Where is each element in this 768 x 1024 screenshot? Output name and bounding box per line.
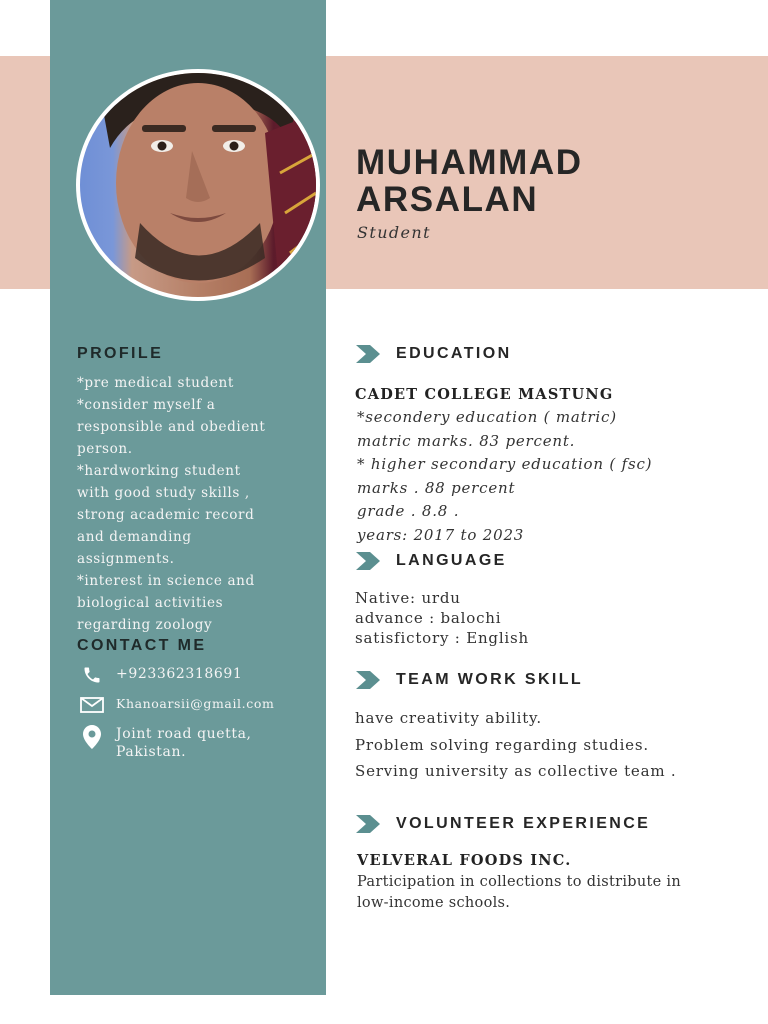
education-line: grade . 8.8 .: [357, 502, 460, 521]
phone-number: +923362318691: [116, 666, 243, 682]
address-text: [116, 725, 252, 761]
chevron-right-icon: [356, 552, 382, 570]
profile-line: responsible and obedient: [77, 419, 266, 435]
education-line: * higher secondary education ( fsc): [357, 455, 653, 474]
profile-line: and demanding: [77, 529, 192, 545]
profile-line: *interest in science and: [77, 573, 255, 589]
profile-line: with good study skills ,: [77, 485, 250, 501]
teamwork-line: have creativity ability.: [355, 709, 542, 727]
contact-heading: CONTACT ME: [77, 637, 207, 654]
phone-icon: [80, 665, 104, 685]
education-heading-label: EDUCATION: [396, 345, 512, 362]
volunteer-org: VELVERAL FOODS INC.: [357, 852, 572, 869]
education-line: matric marks. 83 percent.: [357, 431, 576, 450]
volunteer-line: Participation in collections to distribute in: [357, 874, 682, 890]
profile-line: *pre medical student: [77, 375, 234, 391]
profile-line: regarding zoology: [77, 617, 213, 633]
name-last: ARSALAN: [356, 180, 539, 219]
language-list: [355, 589, 529, 648]
education-line: years: 2017 to 2023: [357, 525, 525, 544]
language-heading: [356, 552, 507, 570]
portrait-illustration: [80, 73, 316, 297]
teamwork-heading-label: TEAM WORK SKILL: [396, 671, 584, 688]
name-first: MUHAMMAD: [356, 143, 583, 182]
profile-line: assignments.: [77, 551, 175, 567]
address-line: Joint road quetta,: [116, 726, 252, 742]
profile-line: strong academic record: [77, 507, 255, 523]
chevron-right-icon: [356, 815, 382, 833]
chevron-right-icon: [356, 671, 382, 689]
mail-icon: [80, 695, 104, 715]
volunteer-heading-label: VOLUNTEER EXPERIENCE: [396, 815, 651, 832]
education-line: marks . 88 percent: [357, 478, 516, 497]
contact-email[interactable]: [80, 695, 274, 715]
teamwork-line: Problem solving regarding studies.: [355, 735, 649, 754]
teamwork-heading: [356, 671, 583, 689]
language-heading-label: LANGUAGE: [396, 552, 507, 569]
education-heading: [356, 345, 512, 363]
volunteer-heading: [356, 815, 650, 833]
profile-line: biological activities: [77, 595, 224, 611]
profile-text: [77, 372, 277, 636]
profile-photo: [76, 69, 320, 301]
contact-address: [80, 725, 252, 761]
profile-line: *consider myself a: [77, 397, 216, 413]
school-name: CADET COLLEGE MASTUNG: [355, 386, 614, 403]
volunteer-line: low-income schools.: [357, 895, 511, 911]
profile-heading: PROFILE: [77, 345, 164, 362]
address-line: Pakistan.: [116, 744, 187, 760]
language-line: satisfictory : English: [355, 628, 529, 647]
chevron-right-icon: [356, 345, 382, 363]
teamwork-list: [355, 705, 677, 785]
volunteer-description: [357, 872, 681, 914]
contact-phone[interactable]: [80, 665, 242, 685]
education-details: [357, 406, 652, 548]
job-title: Student: [357, 223, 431, 242]
person-name: [356, 144, 583, 218]
profile-line: person.: [77, 441, 133, 457]
teamwork-line: Serving university as collective team .: [355, 762, 677, 780]
language-line: advance : balochi: [355, 608, 502, 627]
education-line: *secondery education ( matric): [357, 408, 617, 426]
location-pin-icon: [80, 725, 104, 749]
language-line: Native: urdu: [355, 589, 461, 607]
email-address: Khanoarsii@gmail.com: [116, 696, 275, 711]
profile-line: *hardworking student: [77, 463, 241, 479]
